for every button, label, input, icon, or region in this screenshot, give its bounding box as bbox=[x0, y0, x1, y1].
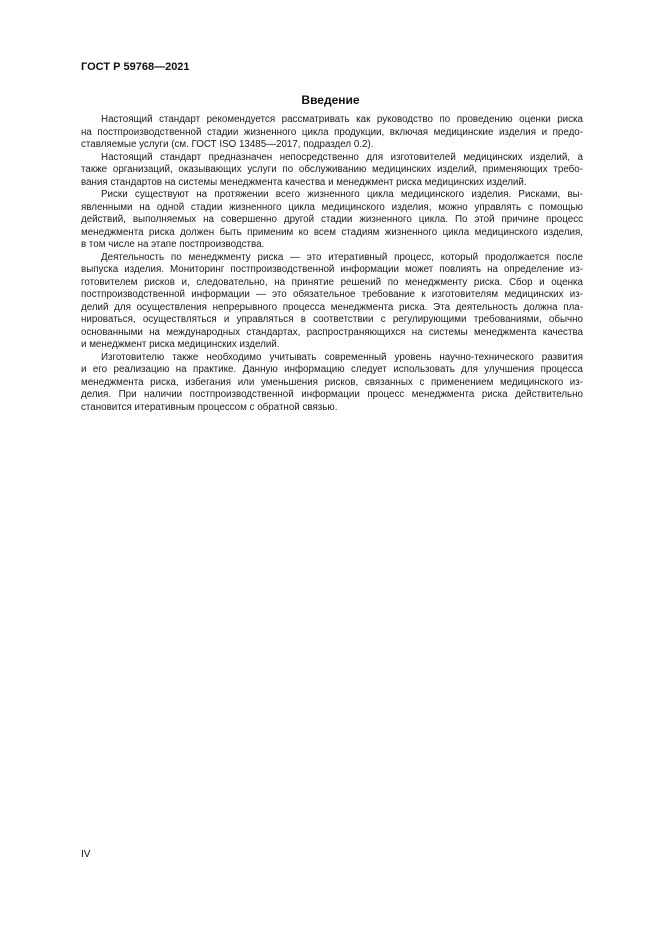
paragraph-line: Деятельность по менеджменту риска — это итеративный процесс, который продолжается после bbox=[101, 251, 583, 263]
paragraph-line: постпроизводственной информации — это обязательное требование к изготовителям медицинских из- bbox=[81, 289, 583, 300]
paragraph-line: на постпроизводственной стадии жизненного цикла продукции, включая медицинские изделия и предо- bbox=[81, 126, 583, 138]
document-code-header: ГОСТ Р 59768—2021 bbox=[81, 61, 190, 73]
paragraph bbox=[81, 114, 583, 152]
body-text bbox=[81, 114, 583, 414]
paragraph bbox=[81, 252, 583, 352]
paragraph-line: вания стандартов на системы менеджмента качества и менеджмент риска медицинских изделий. bbox=[81, 176, 527, 188]
page-number: IV bbox=[81, 849, 91, 860]
paragraph-line: выпуска изделия. Мониторинг постпроизводственной информации может повлиять на определение из- bbox=[81, 264, 583, 275]
paragraph-line: нироваться, осуществляться и управляться в соответствии с регулирующими требованиями, обычно bbox=[81, 314, 583, 325]
paragraph-line: явленными на одной стадии жизненного цикла медицинского изделия, можно управлять с помощью bbox=[81, 201, 583, 213]
paragraph bbox=[81, 189, 583, 252]
paragraph-line: готовителем рисков и, следовательно, на принятие решений по менеджменту риска. Сбор и оценка bbox=[81, 276, 583, 288]
paragraph-line: Изготовителю также необходимо учитывать современный уровень научно-технического развития bbox=[101, 351, 583, 363]
paragraph-line: действий, выполняемых на совершенно другой стадии жизненного цикла. По этой причине процесс bbox=[81, 214, 583, 225]
section-title: Введение bbox=[301, 93, 360, 107]
paragraph-line: в том числе на этапе постпроизводства. bbox=[81, 239, 265, 250]
paragraph-line: становится итеративным процессом с обратной связью. bbox=[81, 401, 338, 413]
paragraph-line: менеджмента риска, избегания или уменьшения рисков, связанных с применением медицинского из- bbox=[81, 376, 583, 388]
paragraph-line: и его реализацию на практике. Данную информацию следует использовать для улучшения процесса bbox=[81, 364, 583, 375]
paragraph-line: также организаций, оказывающих услуги по обслуживанию медицинских изделий, применяющих требо- bbox=[81, 164, 583, 175]
paragraph-line: Риски существуют на протяжении всего жизненного цикла медицинского изделия. Рисками, вы- bbox=[101, 189, 583, 200]
paragraph-line: делий для осуществления непрерывного процесса менеджмента риска. Эта деятельность должна пла- bbox=[81, 301, 583, 313]
paragraph-line: основанными на международных стандартах, распространяющихся на системы менеджмента качества bbox=[81, 326, 583, 338]
paragraph-line: ставляемые услуги (см. ГОСТ ISO 13485—2017, подраздел 0.2). bbox=[81, 139, 374, 150]
paragraph-line: менеджмента риска должен быть применим ко всем стадиям жизненного цикла медицинского изделия, bbox=[81, 226, 583, 238]
paragraph bbox=[81, 152, 583, 190]
paragraph-line: Настоящий стандарт предназначен непосредственно для изготовителей медицинских изделий, а bbox=[101, 151, 583, 163]
paragraph-line: и менеджмент риска медицинских изделий. bbox=[81, 339, 280, 350]
paragraph-line: Настоящий стандарт рекомендуется рассматривать как руководство по проведению оценки риска bbox=[101, 114, 583, 125]
paragraph-line: делия. При наличии постпроизводственной информации процесс менеджмента риска действительно bbox=[81, 389, 583, 400]
paragraph bbox=[81, 352, 583, 415]
